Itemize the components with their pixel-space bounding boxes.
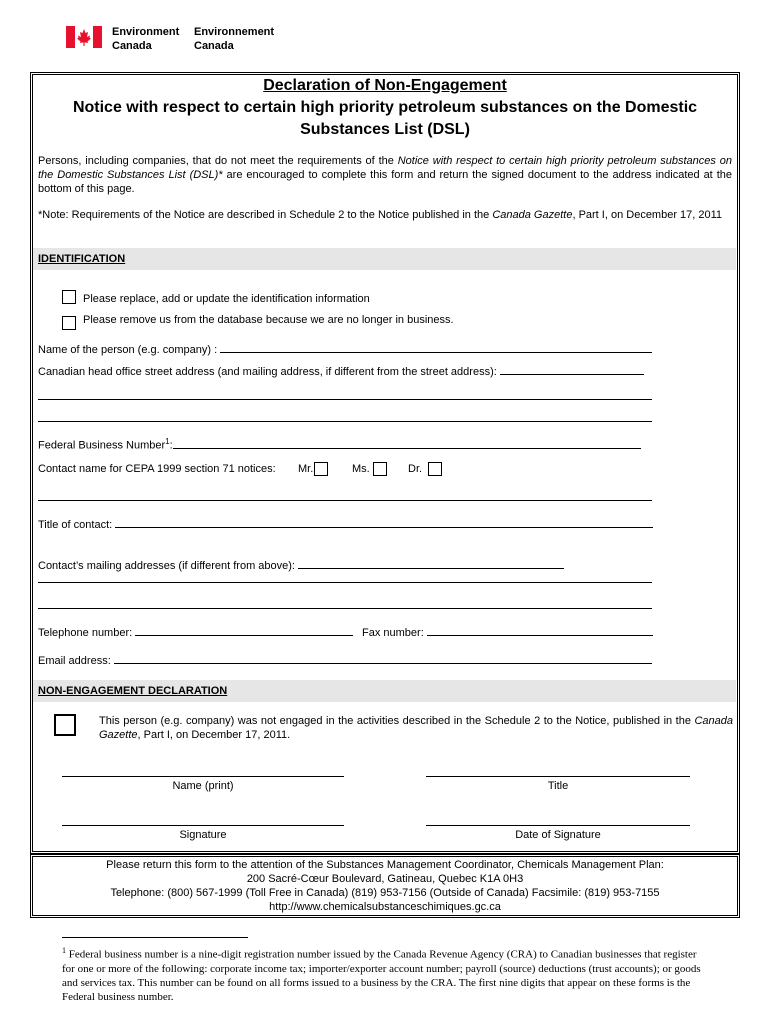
date-label: Date of Signature: [515, 829, 601, 841]
contact-name-label: Contact name for CEPA 1999 section 71 notices:: [38, 463, 276, 475]
address-line-3[interactable]: [38, 421, 652, 422]
address-row: Canadian head office street address (and mailing address, if different from the street address):: [38, 363, 644, 379]
note-paragraph: *Note: Requirements of the Notice are described in Schedule 2 to the Notice published in the Canada Gazette, Part I, on December 17, 2011: [38, 209, 723, 221]
canada-flag-icon: [66, 26, 102, 48]
address-field[interactable]: [500, 363, 644, 375]
mailing-line-3[interactable]: [38, 608, 652, 609]
update-info-label: Please replace, add or update the identification information: [83, 293, 370, 305]
company-name-field[interactable]: [220, 341, 652, 353]
fax-row: Fax number:: [362, 624, 653, 640]
mailing-row: Contact’s mailing addresses (if different from above):: [38, 557, 564, 573]
form-subtitle: Notice with respect to certain high priority petroleum substances on the Domestic Substances List (DSL): [72, 99, 698, 138]
title-contact-field[interactable]: [115, 516, 653, 528]
website-link[interactable]: http://www.chemicalsubstanceschimiques.gc.ca: [269, 901, 501, 913]
identification-header: IDENTIFICATION: [33, 248, 736, 270]
dept-name-en: Environment Canada: [112, 26, 180, 52]
fbn-row: Federal Business Number$^1$:: [38, 435, 641, 453]
dr-label: Dr.: [408, 463, 423, 475]
title-label: Title: [547, 780, 569, 792]
footnote-separator: [62, 937, 248, 938]
signature-field[interactable]: [62, 825, 344, 826]
declaration-header: NON-ENGAGEMENT DECLARATION: [33, 680, 736, 702]
title-contact-row: Title of contact:: [38, 516, 653, 532]
address-line-2[interactable]: [38, 399, 652, 400]
return-info: Please return this form to the attention of the Substances Management Coordinator, Chemicals Management Plan: 200 Sacré-Cœur Boulevard, Gatineau, Quebec K1A 0H3 Telephone: (800) 567-1999 (Toll Free in Canada) (819) 953-7156 (Outside of Canada) Facsimile: (819) 953-7155 http://www.chemicalsubstanceschimiques.gc.ca: [30, 858, 740, 914]
email-row: Email address:: [38, 652, 652, 668]
fax-field[interactable]: [427, 624, 653, 636]
signature-label: Signature: [179, 829, 227, 841]
mr-label: Mr.: [298, 463, 314, 475]
update-info-checkbox[interactable]: [62, 290, 76, 304]
ms-label: Ms.: [352, 463, 370, 475]
company-name-row: Name of the person (e.g. company) :: [38, 341, 652, 357]
name-print-label: Name (print): [172, 780, 234, 792]
phone-field[interactable]: [135, 624, 353, 636]
mr-checkbox[interactable]: [314, 462, 328, 476]
footnote: $^1$ Federal business number is a nine-digit registration number issued by the Canada Revenue Agency (CRA) to Canadian businesses that register for one or more of the following: corporate income tax; importer/exporter account number; payroll (source) deductions (trust accounts); or goods and services tax. This number can be found on all forms issued to a business by the CRA. The first nine digits that appear on these forms is the Federal business number.: [62, 946, 701, 1003]
date-field[interactable]: [426, 825, 690, 826]
dr-checkbox[interactable]: [428, 462, 442, 476]
email-field[interactable]: [114, 652, 652, 664]
remove-label: Please remove us from the database because we are no longer in business.: [83, 314, 454, 326]
title-field[interactable]: [426, 776, 690, 777]
form-title: Declaration of Non-Engagement: [263, 77, 507, 94]
remove-checkbox[interactable]: [62, 316, 76, 330]
mailing-line-2[interactable]: [38, 582, 652, 583]
mailing-field[interactable]: [298, 557, 564, 569]
intro-paragraph: Persons, including companies, that do not meet the requirements of the Notice with respect to certain high priority petroleum substances on the Domestic Substances List (DSL)* are encouraged to complete this form and return the signed document to the address indicated at the bottom of this page.: [38, 155, 732, 195]
phone-row: Telephone number:: [38, 624, 353, 640]
declaration-statement: This person (e.g. company) was not engaged in the activities described in the Schedule 2 to the Notice, published in the Canada Gazette, Part I, on December 17, 2011.: [99, 715, 733, 741]
name-print-field[interactable]: [62, 776, 344, 777]
contact-name-field[interactable]: [38, 500, 652, 501]
declaration-checkbox[interactable]: [54, 714, 76, 736]
ms-checkbox[interactable]: [373, 462, 387, 476]
dept-name-fr: Environnement Canada: [194, 26, 275, 52]
fbn-field[interactable]: [173, 437, 641, 449]
